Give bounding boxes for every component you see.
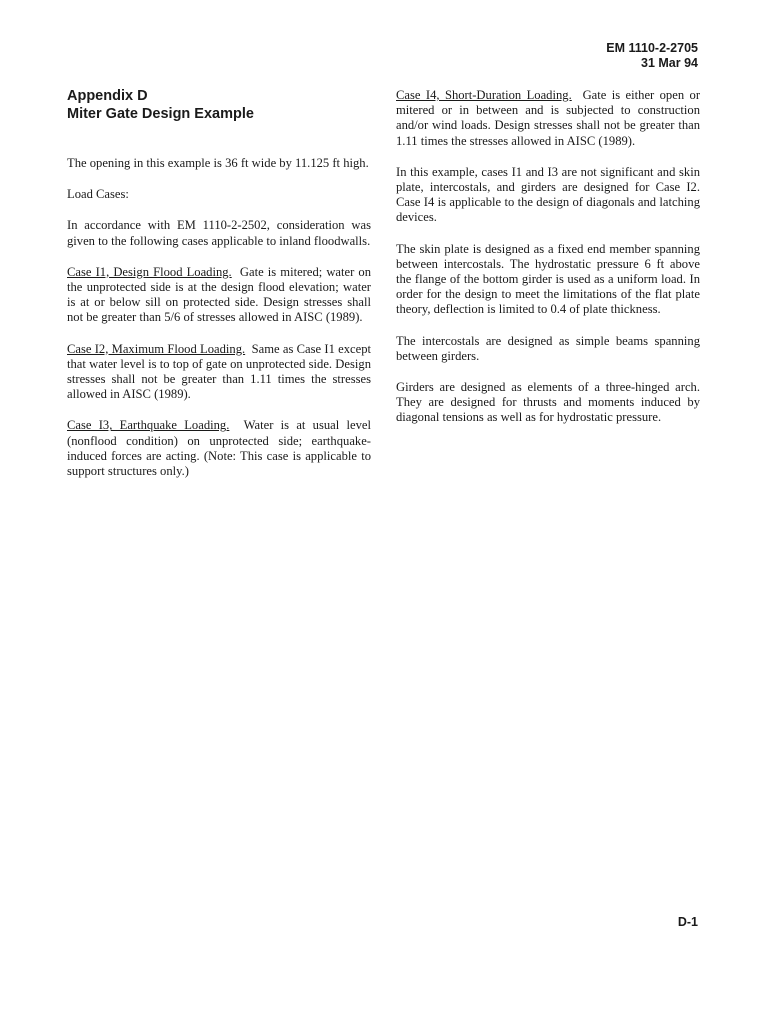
case-i2-paragraph (67, 342, 371, 403)
case-i3-paragraph (67, 418, 371, 479)
right-column (396, 88, 700, 442)
case-i3-heading: Case I3, Earthquake Loading. (67, 418, 230, 433)
case-i1-heading: Case I1, Design Flood Loading. (67, 264, 232, 279)
page-number: D-1 (677, 915, 698, 929)
intercostals-paragraph: The intercostals are designed as simple beams spanning between girders. (396, 333, 700, 363)
example-paragraph: In this example, cases I1 and I3 are not significant and skin plate, intercostals, and girders are designed for Case I2. Case I4 is applicable to the design of diagonals and latching devices. (396, 164, 700, 225)
girders-paragraph: Girders are designed as elements of a three-hinged arch. They are designed for thrusts and moments induced by diagonal tensions as well as for hydrostatic pressure. (396, 380, 700, 425)
case-i4-heading: Case I4, Short-Duration Loading. (396, 88, 572, 102)
case-i1-paragraph (67, 265, 371, 326)
case-i3-text: Water is at usual level (nonflood condition) on unprotected side; earthquake-induced forces are acting. (Note: This case is applicable to support structures only.) (67, 418, 371, 479)
left-column (67, 156, 371, 495)
appendix-title: Miter Gate Design Example (67, 105, 254, 122)
case-i2-heading: Case I2, Maximum Flood Loading. (67, 341, 246, 356)
document-date: 31 Mar 94 (641, 56, 698, 70)
load-cases-label: Load Cases: (67, 187, 129, 202)
case-i1-text: Gate is mitered; water on the unprotected side is at the design flood elevation; water is at or below sill on protected side. Design stresses shall not be greater than 5/6 of stresses allowed in AISC (1989). (67, 264, 371, 325)
case-i4-text: Gate is either open or mitered or in between and is subjected to construction and/or wind loads. Design stresses shall not be greater than 1.11 times the stresses allowed in AISC (1989). (396, 88, 701, 148)
document-header (606, 41, 698, 71)
intro-paragraph: The opening in this example is 36 ft wide by 11.125 ft high. (67, 156, 369, 170)
case-i4-paragraph (396, 88, 700, 149)
appendix-label: Appendix D (67, 88, 148, 104)
document-number: EM 1110-2-2705 (606, 41, 698, 55)
case-i2-text: Same as Case I1 except that water level is to top of gate on unprotected side. Design stresses shall not be greater than 1.11 times the stresses allowed in AISC (1989). (67, 341, 371, 402)
skin-plate-paragraph: The skin plate is designed as a fixed end member spanning between intercostals. The hydrostatic pressure 6 ft above the flange of the bottom girder is used as a uniform load. In order for the design to meet the limitations of the flat plate theory, deflection is limited to 0.4 of plate thickness. (396, 241, 700, 317)
accordance-paragraph: In accordance with EM 1110-2-2502, consideration was given to the following cases applicable to inland floodwalls. (67, 218, 371, 248)
page-title (67, 88, 377, 123)
